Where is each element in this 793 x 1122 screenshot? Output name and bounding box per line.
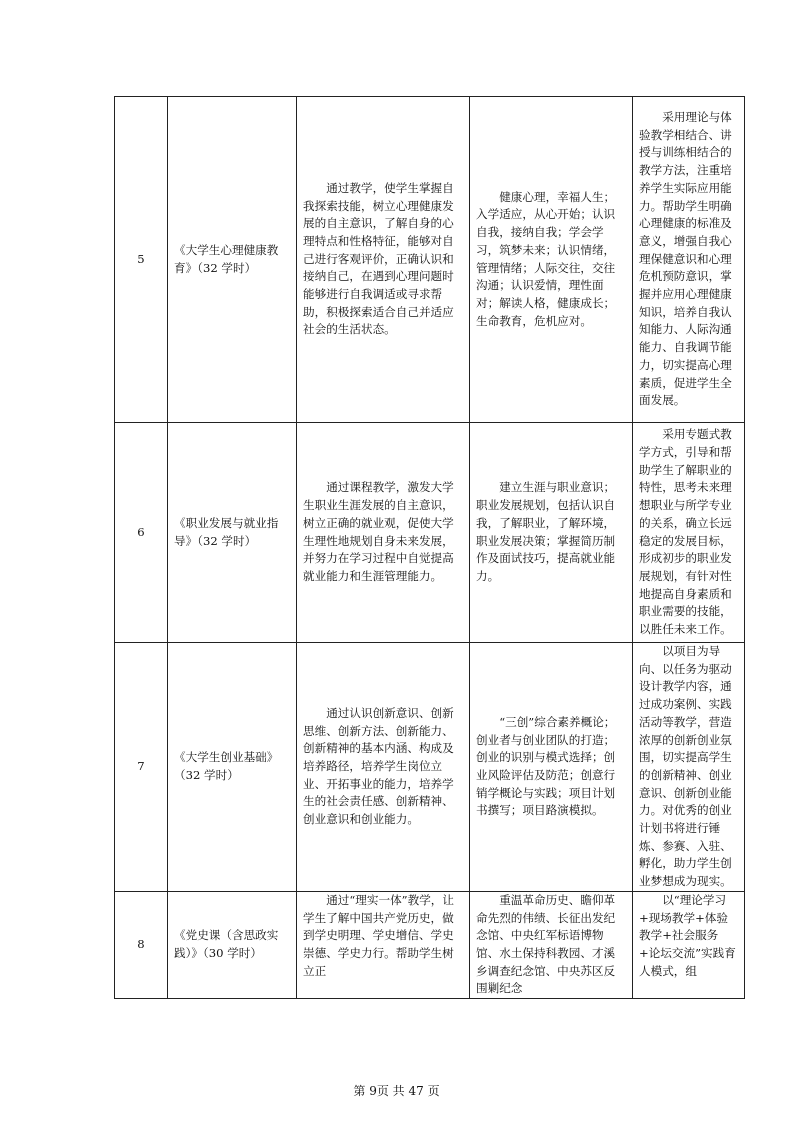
teaching-method: 采用理论与体验教学相结合、讲授与训练相结合的教学方法，注重培养学生实际应用能力。帮助学生明确心理健康的标准及意义，增强自我心理保健意识和心理危机预防意识，掌握并应用心理健康知识，培养自我认知能力、人际沟通能力、自我调节能力，切实提高心理素质，促进学生全面发展。 — [633, 97, 745, 423]
row-number: 6 — [115, 423, 168, 643]
row-number: 8 — [115, 891, 168, 998]
row-number: 5 — [115, 97, 168, 423]
teaching-method: 以“理论学习+现场教学+体验教学+社会服务+论坛交流”实践育人模式，组 — [633, 891, 745, 998]
table-row — [115, 97, 745, 423]
table-row — [115, 891, 745, 998]
course-objective: 通过教学，使学生掌握自我探索技能，树立心理健康发展的自主意识，了解自身的心理特点和性格特征，能够对自己进行客观评价，正确认识和接纳自己，在遇到心理问题时能够进行自我调适或寻求帮助，积极探索适合自己并适应社会的生活状态。 — [297, 97, 470, 423]
course-name: 《职业发展与就业指导》（32 学时） — [168, 423, 297, 643]
table-row — [115, 423, 745, 643]
course-objective: 通过课程教学，激发大学生职业生涯发展的自主意识，树立正确的就业观，促使大学生理性地规划自身未来发展，并努力在学习过程中自觉提高就业能力和生涯管理能力。 — [297, 423, 470, 643]
course-name: 《党史课（含思政实践）》（30 学时） — [168, 891, 297, 998]
course-objective: 通过“理实一体”教学，让学生了解中国共产党历史，做到学史明理、学史增信、学史崇德、学史力行。帮助学生树立正 — [297, 891, 470, 998]
course-name: 《大学生创业基础》（32 学时） — [168, 643, 297, 892]
row-number: 7 — [115, 643, 168, 892]
course-table — [114, 96, 745, 999]
table-row — [115, 643, 745, 892]
course-name: 《大学生心理健康教育》（32 学时） — [168, 97, 297, 423]
course-content: 建立生涯与职业意识；职业发展规划，包括认识自我，了解职业，了解环境，职业发展决策；掌握简历制作及面试技巧，提高就业能力。 — [470, 423, 633, 643]
course-objective: 通过认识创新意识、创新思维、创新方法、创新能力、创新精神的基本内涵、构成及培养路径，培养学生岗位立业、开拓事业的能力，培养学生的社会责任感、创新精神、创业意识和创业能力。 — [297, 643, 470, 892]
teaching-method: 以项目为导向、以任务为驱动设计教学内容，通过成功案例、实践活动等教学，营造浓厚的创新创业氛围，切实提高学生的创新精神、创业意识、创新创业能力。对优秀的创业计划书将进行锤炼、参赛、入驻、孵化，助力学生创业梦想成为现实。 — [633, 643, 745, 892]
teaching-method: 采用专题式教学方式，引导和帮助学生了解职业的特性，思考未来理想职业与所学专业的关系，确立长远稳定的发展目标，形成初步的职业发展规划，有针对性地提高自身素质和职业需要的技能，以胜任未来工作。 — [633, 423, 745, 643]
course-content: “三创”综合素养概论；创业者与创业团队的打造；创业的识别与模式选择；创业风险评估及防范；创意行销学概论与实践；项目计划书撰写；项目路演模拟。 — [470, 643, 633, 892]
page-footer: 第 9页 共 47 页 — [353, 1084, 440, 1098]
course-content: 重温革命历史、瞻仰革命先烈的伟绩、长征出发纪念馆、中央红军标语博物馆、水土保持科教园、才溪乡调查纪念馆、中央苏区反围剿纪念 — [470, 891, 633, 998]
course-content: 健康心理，幸福人生；入学适应，从心开始；认识自我，接纳自我；学会学习，筑梦未来；认识情绪，管理情绪；人际交往，交往沟通；认识爱情，理性面对；解读人格，健康成长；生命教育，危机应对。 — [470, 97, 633, 423]
